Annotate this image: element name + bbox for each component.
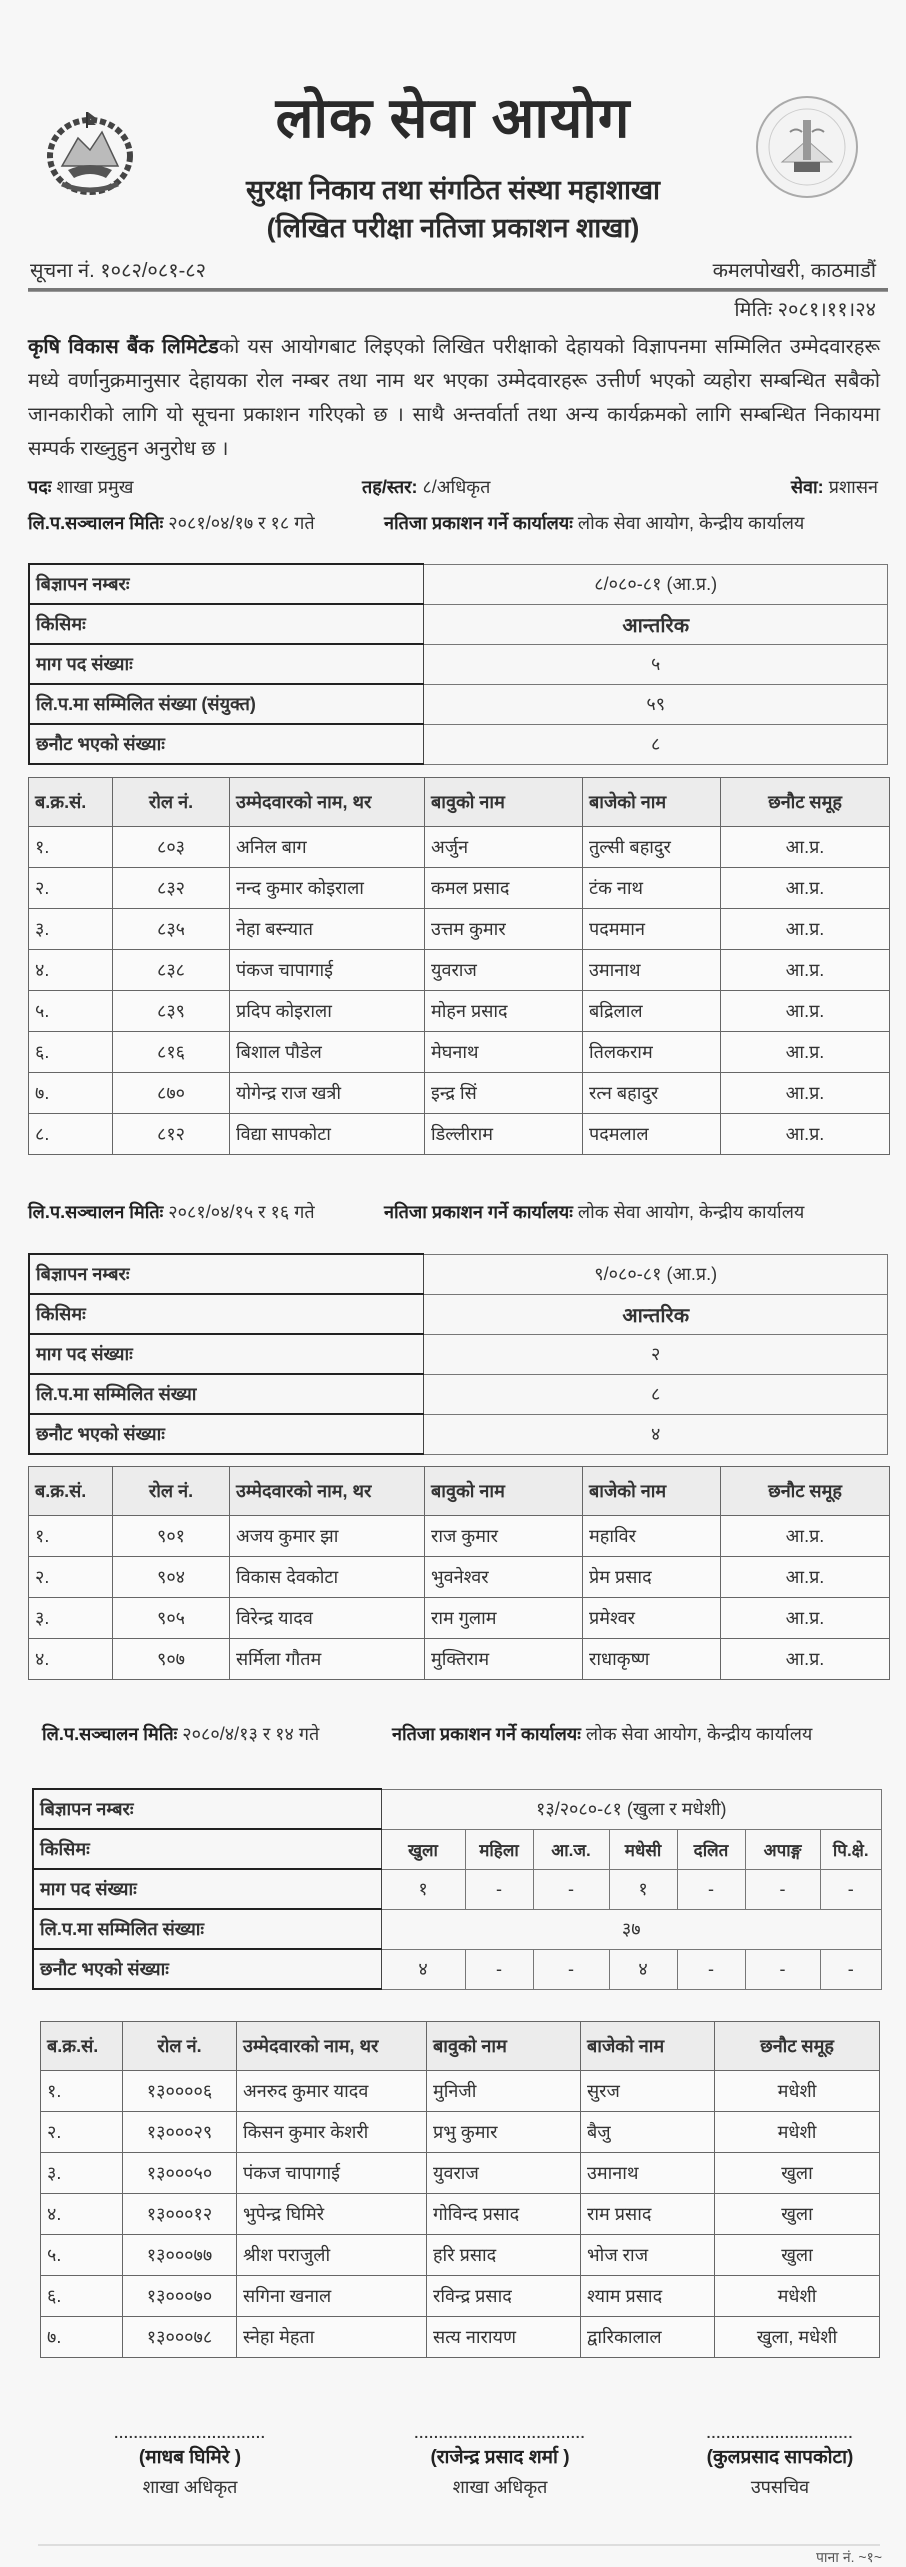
group-cell: आ.प्र. — [721, 909, 890, 950]
father-name-cell: युवराज — [427, 2153, 581, 2194]
father-name-cell: मुनिजी — [427, 2071, 581, 2112]
grandfather-name-cell: उमानाथ — [581, 2153, 715, 2194]
father-name-cell: उत्तम कुमार — [425, 909, 583, 950]
signature-line: .............................. — [706, 2425, 854, 2441]
summary-label: छनौट भएको संख्याः — [29, 1414, 424, 1454]
summary-value: आन्तरिक — [424, 604, 888, 644]
grandfather-name-cell: बद्रिलाल — [583, 991, 721, 1032]
signature-3 — [670, 2425, 890, 2499]
father-name-cell: कमल प्रसाद — [425, 868, 583, 909]
table-row — [41, 2153, 880, 2194]
summary-value: आन्तरिक — [424, 1294, 888, 1334]
selected-count: - — [533, 1949, 609, 1989]
summary-label: बिज्ञापन नम्बरः — [29, 564, 424, 604]
summary-label: किसिमः — [29, 1294, 424, 1334]
header-serial: ब.क्र.सं. — [29, 1467, 113, 1516]
group-cell: मधेशी — [715, 2276, 880, 2317]
demand-count: - — [745, 1869, 820, 1909]
group-cell: आ.प्र. — [721, 1114, 890, 1155]
table-row — [29, 991, 890, 1032]
summary-label: बिज्ञापन नम्बरः — [29, 1254, 424, 1294]
summary-table-2 — [28, 1253, 888, 1455]
level-info — [362, 475, 490, 499]
table-row — [29, 1032, 890, 1073]
category-header: पि.क्षे. — [820, 1829, 882, 1869]
father-name-cell: मोहन प्रसाद — [425, 991, 583, 1032]
roll-cell: ८१६ — [113, 1032, 230, 1073]
father-name-cell: मेघनाथ — [425, 1032, 583, 1073]
summary-row — [29, 604, 888, 644]
father-name-cell: राज कुमार — [425, 1516, 583, 1557]
summary-row — [29, 684, 888, 724]
signatory-role: शाखा अधिकृत — [452, 2477, 548, 2497]
post-label: पदः — [28, 477, 52, 497]
header-grandfather-name: बाजेको नाम — [583, 778, 721, 827]
intro-text: को यस आयोगबाट लिइएको लिखित परीक्षाको देहायको विज्ञापनमा सम्मिलित उम्मेदवारहरू मध्ये वर्णानुक्रमानुसार देहायका रोल नम्बर तथा नाम थर भएका उम्मेदवारहरू उत्तीर्ण भएको व्यहोरा सम्बन्धित सबैको जानकारीको लागि यो सूचना प्रकाशन गरिएको छ । साथै अन्तर्वार्ता तथा अन्य कार्यक्रमको लागि सम्बन्धित निकायमा सम्पर्क राख्नुहुन अनुरोध छ । — [28, 336, 880, 460]
summary-value: ८/०८०-८१ (आ.प्र.) — [424, 564, 888, 604]
candidate-name-cell: विकास देवकोटा — [230, 1557, 425, 1598]
serial-cell: ३. — [29, 1598, 113, 1639]
candidate-table-2 — [28, 1466, 890, 1680]
office-label: नतिजा प्रकाशन गर्ने कार्यालयः — [392, 1724, 581, 1744]
group-cell: मधेशी — [715, 2071, 880, 2112]
category-header: आ.ज. — [533, 1829, 609, 1869]
roll-cell: १३०००७८ — [123, 2317, 237, 2358]
summary-row — [33, 1909, 882, 1949]
roll-cell: ९०५ — [113, 1598, 230, 1639]
serial-cell: ५. — [29, 991, 113, 1032]
service-label: सेवा: — [790, 477, 824, 497]
group-cell: आ.प्र. — [721, 1516, 890, 1557]
serial-cell: ४. — [29, 950, 113, 991]
grandfather-name-cell: रत्न बहादुर — [583, 1073, 721, 1114]
summary-value: १३/२०८०-८१ (खुला र मधेशी) — [381, 1789, 882, 1829]
header-candidate-name: उम्मेदवारको नाम, थर — [230, 778, 425, 827]
summary-row — [33, 1949, 882, 1989]
exam-date-3 — [42, 1722, 319, 1746]
demand-count: - — [820, 1869, 882, 1909]
summary-label: लि.प.मा सम्मिलित संख्या (संयुक्त) — [29, 684, 424, 724]
header-selected-group: छनौट समूह — [715, 2022, 880, 2071]
header-grandfather-name: बाजेको नाम — [583, 1467, 721, 1516]
candidate-name-cell: श्रीश पराजुली — [237, 2235, 427, 2276]
signature-line: ................................... — [414, 2425, 586, 2441]
header-father-name: बावुको नाम — [425, 778, 583, 827]
group-cell: आ.प्र. — [721, 1073, 890, 1114]
table-row — [41, 2194, 880, 2235]
signatory-role: शाखा अधिकृत — [142, 2477, 238, 2497]
appeared-count: ३७ — [381, 1909, 882, 1949]
serial-cell: १. — [29, 827, 113, 868]
father-name-cell: युवराज — [425, 950, 583, 991]
candidate-name-cell: पंकज चापागाई — [230, 950, 425, 991]
serial-cell: ५. — [41, 2235, 123, 2276]
summary-label: माग पद संख्याः — [29, 644, 424, 684]
selected-count: - — [820, 1949, 882, 1989]
candidate-name-cell: पंकज चापागाई — [237, 2153, 427, 2194]
office-value: लोक सेवा आयोग, केन्द्रीय कार्यालय — [572, 513, 805, 533]
page-title: लोक सेवा आयोग — [275, 86, 631, 149]
father-name-cell: हरि प्रसाद — [427, 2235, 581, 2276]
roll-cell: ८३५ — [113, 909, 230, 950]
roll-cell: १३०००१२ — [123, 2194, 237, 2235]
roll-cell: ८३८ — [113, 950, 230, 991]
office-label: नतिजा प्रकाशन गर्ने कार्यालयः — [384, 513, 573, 533]
header-serial: ब.क्र.सं. — [41, 2022, 123, 2071]
serial-cell: ८. — [29, 1114, 113, 1155]
father-name-cell: डिल्लीराम — [425, 1114, 583, 1155]
table-row — [29, 1598, 890, 1639]
candidate-name-cell: स्नेहा मेहता — [237, 2317, 427, 2358]
table-row — [29, 950, 890, 991]
grandfather-name-cell: श्याम प्रसाद — [581, 2276, 715, 2317]
header-serial: ब.क्र.सं. — [29, 778, 113, 827]
group-cell: खुला, मधेशी — [715, 2317, 880, 2358]
signatory-name: (कुलप्रसाद सापकोटा) — [706, 2447, 854, 2468]
summary-label: माग पद संख्याः — [29, 1334, 424, 1374]
summary-row — [29, 724, 888, 764]
header-roll: रोल नं. — [113, 1467, 230, 1516]
candidate-name-cell: अनिल बाग — [230, 827, 425, 868]
selected-count: - — [677, 1949, 745, 1989]
summary-value: ९/०८०-८१ (आ.प्र.) — [424, 1254, 888, 1294]
group-cell: आ.प्र. — [721, 1598, 890, 1639]
summary-label: माग पद संख्याः — [33, 1869, 381, 1909]
signatory-role: उपसचिव — [750, 2477, 810, 2497]
father-name-cell: रविन्द्र प्रसाद — [427, 2276, 581, 2317]
roll-cell: ८३२ — [113, 868, 230, 909]
category-header: दलित — [677, 1829, 745, 1869]
candidate-name-cell: विरेन्द्र यादव — [230, 1598, 425, 1639]
service-value: प्रशासन — [823, 477, 878, 497]
group-cell: आ.प्र. — [721, 868, 890, 909]
father-name-cell: राम गुलाम — [425, 1598, 583, 1639]
serial-cell: ६. — [41, 2276, 123, 2317]
summary-row — [33, 1789, 882, 1829]
exam-date-value: २०८१/०४/१५ र १६ गते — [163, 1202, 315, 1222]
selected-count: - — [745, 1949, 820, 1989]
office-value: लोक सेवा आयोग, केन्द्रीय कार्यालय — [580, 1724, 813, 1744]
demand-count: - — [677, 1869, 745, 1909]
roll-cell: ९०४ — [113, 1557, 230, 1598]
summary-value: २ — [424, 1334, 888, 1374]
summary-row — [29, 644, 888, 684]
header-selected-group: छनौट समूह — [721, 778, 890, 827]
serial-cell: ४. — [41, 2194, 123, 2235]
summary-label: छनौट भएको संख्याः — [29, 724, 424, 764]
exam-date-2 — [28, 1200, 315, 1224]
exam-date-label: लि.प.सञ्चालन मितिः — [28, 513, 164, 533]
summary-row — [29, 1334, 888, 1374]
father-name-cell: गोविन्द प्रसाद — [427, 2194, 581, 2235]
exam-date-label: लि.प.सञ्चालन मितिः — [28, 1202, 164, 1222]
summary-row — [29, 1374, 888, 1414]
summary-label: लि.प.मा सम्मिलित संख्या — [29, 1374, 424, 1414]
page-number: पाना नं. ~१~ — [815, 2549, 882, 2565]
demand-count: १ — [381, 1869, 465, 1909]
summary-label: किसिमः — [29, 604, 424, 644]
serial-cell: ६. — [29, 1032, 113, 1073]
table-row — [29, 827, 890, 868]
category-header: मधेसी — [609, 1829, 677, 1869]
serial-cell: २. — [41, 2112, 123, 2153]
office-value: लोक सेवा आयोग, केन्द्रीय कार्यालय — [572, 1202, 805, 1222]
summary-label: छनौट भएको संख्याः — [33, 1949, 381, 1989]
office-label: नतिजा प्रकाशन गर्ने कार्यालयः — [384, 1202, 573, 1222]
header-divider — [28, 288, 888, 292]
father-name-cell: इन्द्र सिं — [425, 1073, 583, 1114]
summary-label: किसिमः — [33, 1829, 381, 1869]
group-cell: खुला — [715, 2153, 880, 2194]
signatory-name: (माधब घिमिरे ) — [138, 2447, 242, 2468]
grandfather-name-cell: प्रेम प्रसाद — [583, 1557, 721, 1598]
candidate-name-cell: नेहा बस्न्यात — [230, 909, 425, 950]
grandfather-name-cell: टंक नाथ — [583, 868, 721, 909]
grandfather-name-cell: तिलकराम — [583, 1032, 721, 1073]
group-cell: खुला — [715, 2194, 880, 2235]
roll-cell: १३०००७० — [123, 2276, 237, 2317]
grandfather-name-cell: द्वारिकालाल — [581, 2317, 715, 2358]
header-roll: रोल नं. — [113, 778, 230, 827]
selected-count: - — [465, 1949, 533, 1989]
summary-row — [29, 1414, 888, 1454]
table-row — [41, 2235, 880, 2276]
header-selected-group: छनौट समूह — [721, 1467, 890, 1516]
serial-cell: २. — [29, 868, 113, 909]
serial-cell: ७. — [41, 2317, 123, 2358]
grandfather-name-cell: राधाकृष्ण — [583, 1639, 721, 1680]
post-info — [28, 475, 133, 499]
category-header: महिला — [465, 1829, 533, 1869]
signature-2 — [380, 2425, 620, 2499]
header-candidate-name: उम्मेदवारको नाम, थर — [230, 1467, 425, 1516]
roll-cell: ९०१ — [113, 1516, 230, 1557]
summary-row — [33, 1869, 882, 1909]
signatory-name: (राजेन्द्र प्रसाद शर्मा ) — [430, 2447, 570, 2468]
roll-cell: ८१२ — [113, 1114, 230, 1155]
footer-divider — [38, 2544, 880, 2546]
father-name-cell: सत्य नारायण — [427, 2317, 581, 2358]
grandfather-name-cell: प्रमेश्वर — [583, 1598, 721, 1639]
serial-cell: २. — [29, 1557, 113, 1598]
division-name: सुरक्षा निकाय तथा संगठित संस्था महाशाखा — [245, 175, 661, 205]
table-row — [29, 1516, 890, 1557]
roll-cell: ८०३ — [113, 827, 230, 868]
table-row — [29, 1073, 890, 1114]
group-cell: आ.प्र. — [721, 1032, 890, 1073]
table-row — [41, 2071, 880, 2112]
level-value: ८/अधिकृत — [417, 477, 491, 497]
serial-cell: ३. — [29, 909, 113, 950]
roll-cell: १३०००२९ — [123, 2112, 237, 2153]
roll-cell: १३०००५० — [123, 2153, 237, 2194]
father-name-cell: मुक्तिराम — [425, 1639, 583, 1680]
table-row — [29, 868, 890, 909]
group-cell: आ.प्र. — [721, 1557, 890, 1598]
header-grandfather-name: बाजेको नाम — [581, 2022, 715, 2071]
category-header: खुला — [381, 1829, 465, 1869]
candidate-name-cell: अनरुद कुमार यादव — [237, 2071, 427, 2112]
selected-count: ४ — [609, 1949, 677, 1989]
result-office-1 — [384, 511, 804, 535]
summary-row — [33, 1829, 882, 1869]
summary-value: ५ — [424, 644, 888, 684]
candidate-name-cell: योगेन्द्र राज खत्री — [230, 1073, 425, 1114]
header-father-name: बावुको नाम — [427, 2022, 581, 2071]
header-candidate-name: उम्मेदवारको नाम, थर — [237, 2022, 427, 2071]
group-cell: आ.प्र. — [721, 1639, 890, 1680]
summary-value: ८ — [424, 1374, 888, 1414]
table-row — [29, 1639, 890, 1680]
organization-name: कृषि विकास बैंक लिमिटेड — [28, 336, 219, 358]
candidate-name-cell: भुपेन्द्र घिमिरे — [237, 2194, 427, 2235]
grandfather-name-cell: उमानाथ — [583, 950, 721, 991]
roll-cell: १३००००६ — [123, 2071, 237, 2112]
signature-line: ............................... — [114, 2425, 266, 2441]
candidate-name-cell: नन्द कुमार कोइराला — [230, 868, 425, 909]
table-row — [29, 1557, 890, 1598]
service-info — [791, 475, 878, 499]
signature-1 — [80, 2425, 300, 2499]
summary-row — [29, 564, 888, 604]
serial-cell: १. — [29, 1516, 113, 1557]
candidate-name-cell: बिशाल पौडेल — [230, 1032, 425, 1073]
group-cell: आ.प्र. — [721, 827, 890, 868]
summary-table-3 — [32, 1788, 882, 1990]
group-cell: आ.प्र. — [721, 991, 890, 1032]
serial-cell: ७. — [29, 1073, 113, 1114]
post-value: शाखा प्रमुख — [51, 477, 134, 497]
result-office-2 — [384, 1200, 804, 1224]
candidate-table-1 — [28, 777, 890, 1155]
table-row — [29, 909, 890, 950]
grandfather-name-cell: पदममान — [583, 909, 721, 950]
candidate-name-cell: विद्या सापकोटा — [230, 1114, 425, 1155]
grandfather-name-cell: महाविर — [583, 1516, 721, 1557]
roll-cell: ८३९ — [113, 991, 230, 1032]
result-office-3 — [392, 1722, 812, 1746]
group-cell: खुला — [715, 2235, 880, 2276]
notice-number: सूचना नं. १०८२/०८१-८२ — [30, 260, 207, 282]
table-row — [41, 2317, 880, 2358]
father-name-cell: प्रभु कुमार — [427, 2112, 581, 2153]
summary-value: ८ — [424, 724, 888, 764]
candidate-table-3 — [40, 2021, 880, 2358]
grandfather-name-cell: राम प्रसाद — [581, 2194, 715, 2235]
exam-date-1 — [28, 511, 315, 535]
serial-cell: ३. — [41, 2153, 123, 2194]
candidate-name-cell: सर्मिला गौतम — [230, 1639, 425, 1680]
table-row — [29, 1114, 890, 1155]
candidate-name-cell: किसन कुमार केशरी — [237, 2112, 427, 2153]
summary-label: बिज्ञापन नम्बरः — [33, 1789, 381, 1829]
level-label: तह/स्तर: — [362, 477, 418, 497]
location: कमलपोखरी, काठमाडौं — [712, 260, 876, 282]
notice-date: मितिः २०८१।११।२४ — [734, 299, 876, 321]
father-name-cell: भुवनेश्वर — [425, 1557, 583, 1598]
header-father-name: बावुको नाम — [425, 1467, 583, 1516]
table-row — [41, 2276, 880, 2317]
roll-cell: ९०७ — [113, 1639, 230, 1680]
demand-count: - — [533, 1869, 609, 1909]
grandfather-name-cell: सुरज — [581, 2071, 715, 2112]
demand-count: १ — [609, 1869, 677, 1909]
serial-cell: १. — [41, 2071, 123, 2112]
intro-paragraph — [28, 330, 880, 466]
section-name: (लिखित परीक्षा नतिजा प्रकाशन शाखा) — [266, 213, 640, 243]
father-name-cell: अर्जुन — [425, 827, 583, 868]
roll-cell: १३०००७७ — [123, 2235, 237, 2276]
summary-value: ५९ — [424, 684, 888, 724]
category-header: अपाङ्ग — [745, 1829, 820, 1869]
summary-value: ४ — [424, 1414, 888, 1454]
exam-date-value: २०८०/४/१३ र १४ गते — [177, 1724, 320, 1744]
exam-date-value: २०८१/०४/१७ र १८ गते — [163, 513, 315, 533]
demand-count: - — [465, 1869, 533, 1909]
summary-table-1 — [28, 563, 888, 765]
group-cell: आ.प्र. — [721, 950, 890, 991]
candidate-name-cell: सगिना खनाल — [237, 2276, 427, 2317]
grandfather-name-cell: बैजु — [581, 2112, 715, 2153]
summary-row — [29, 1294, 888, 1334]
roll-cell: ८७० — [113, 1073, 230, 1114]
group-cell: मधेशी — [715, 2112, 880, 2153]
summary-row — [29, 1254, 888, 1294]
serial-cell: ४. — [29, 1639, 113, 1680]
grandfather-name-cell: तुल्सी बहादुर — [583, 827, 721, 868]
exam-date-label: लि.प.सञ्चालन मितिः — [42, 1724, 178, 1744]
header-roll: रोल नं. — [123, 2022, 237, 2071]
grandfather-name-cell: भोज राज — [581, 2235, 715, 2276]
summary-label: लि.प.मा सम्मिलित संख्याः — [33, 1909, 381, 1949]
table-row — [41, 2112, 880, 2153]
candidate-name-cell: अजय कुमार झा — [230, 1516, 425, 1557]
grandfather-name-cell: पदमलाल — [583, 1114, 721, 1155]
candidate-name-cell: प्रदिप कोइराला — [230, 991, 425, 1032]
selected-count: ४ — [381, 1949, 465, 1989]
